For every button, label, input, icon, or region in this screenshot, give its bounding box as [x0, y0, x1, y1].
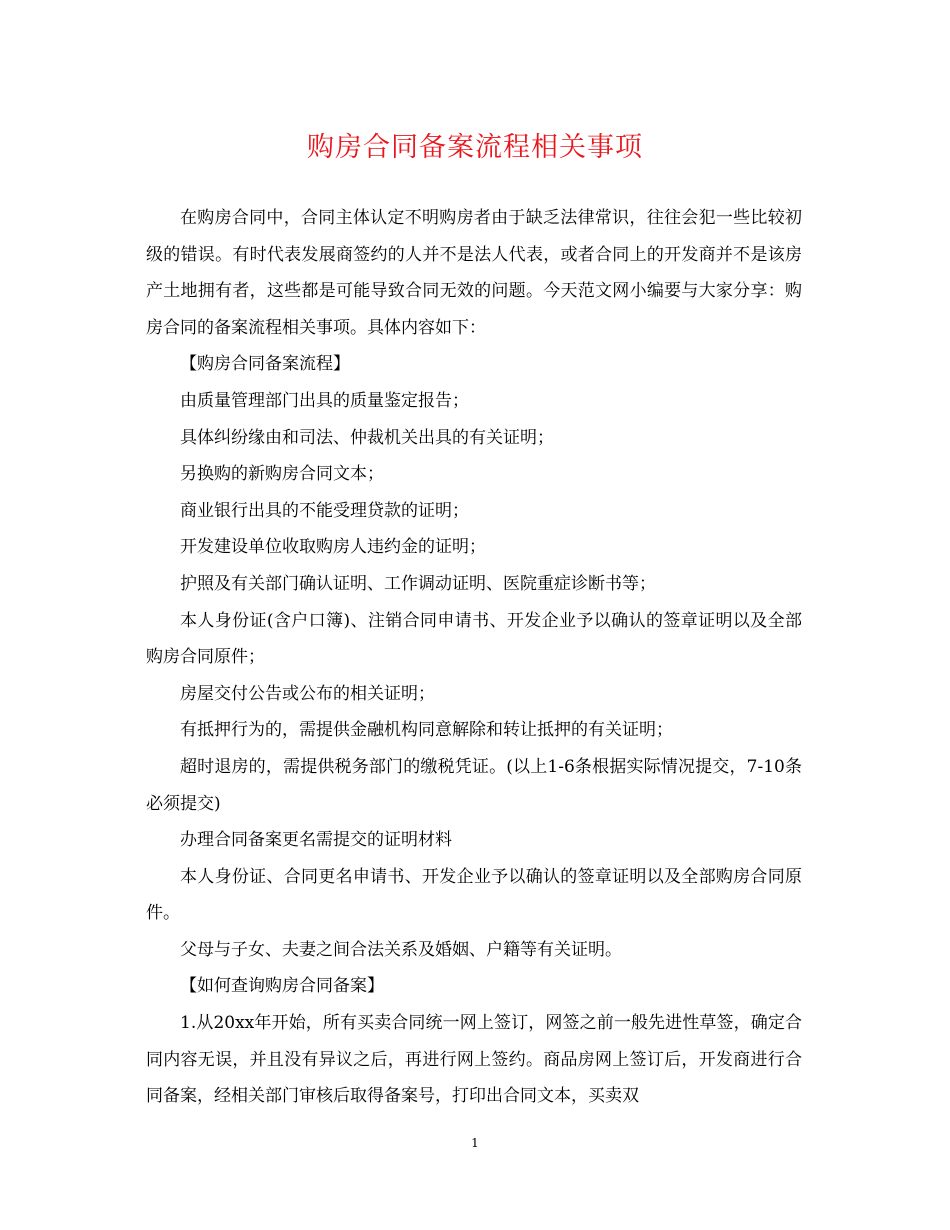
list-item: 房屋交付公告或公布的相关证明； [180, 683, 435, 704]
list-item: 父母与子女、夫妻之间合法关系及婚姻、户籍等有关证明。 [180, 939, 622, 960]
subheading-rename-materials: 办理合同备案更名需提交的证明材料 [180, 830, 452, 851]
document-title: 购房合同备案流程相关事项 [307, 132, 643, 163]
list-item: 开发建设单位收取购房人违约金的证明； [180, 537, 486, 558]
list-item: 具体纠纷缘由和司法、仲裁机关出具的有关证明； [180, 427, 554, 448]
document-body [146, 200, 802, 1115]
list-item: 本人身份证(含户口簿)、注销合同申请书、开发企业予以确认的签章证明以及全部购房合同原件； [146, 610, 802, 668]
list-item: 有抵押行为的，需提供金融机构同意解除和转让抵押的有关证明； [180, 720, 673, 741]
section-heading-query-filing: 【如何查询购房合同备案】 [180, 976, 384, 997]
list-item: 商业银行出具的不能受理贷款的证明； [180, 500, 469, 521]
list-item: 超时退房的，需提供税务部门的缴税凭证。(以上1-6条根据实际情况提交，7-10条必须提交) [146, 756, 802, 814]
section-heading-filing-process: 【购房合同备案流程】 [180, 354, 350, 375]
list-item: 另换购的新购房合同文本； [180, 464, 384, 485]
list-item: 由质量管理部门出具的质量鉴定报告； [180, 390, 469, 411]
paragraph-intro: 在购房合同中，合同主体认定不明购房者由于缺乏法律常识，往往会犯一些比较初级的错误。有时代表发展商签约的人并不是法人代表，或者合同上的开发商并不是该房产土地拥有者，这些都是可能导致合同无效的问题。今天范文网小编要与大家分享：购房合同的备案流程相关事项。具体内容如下： [146, 208, 802, 338]
page-number: 1 [471, 1136, 479, 1150]
list-item: 本人身份证、合同更名申请书、开发企业予以确认的签章证明以及全部购房合同原件。 [146, 866, 802, 924]
paragraph-query-step-1: 1.从20xx年开始，所有买卖合同统一网上签订，网签之前一般先进性草签，确定合同内容无误，并且没有异议之后，再进行网上签约。商品房网上签订后，开发商进行合同备案，经相关部门审核后取得备案号，打印出合同文本，买卖双 [146, 1013, 802, 1107]
list-item: 护照及有关部门确认证明、工作调动证明、医院重症诊断书等； [180, 573, 656, 594]
